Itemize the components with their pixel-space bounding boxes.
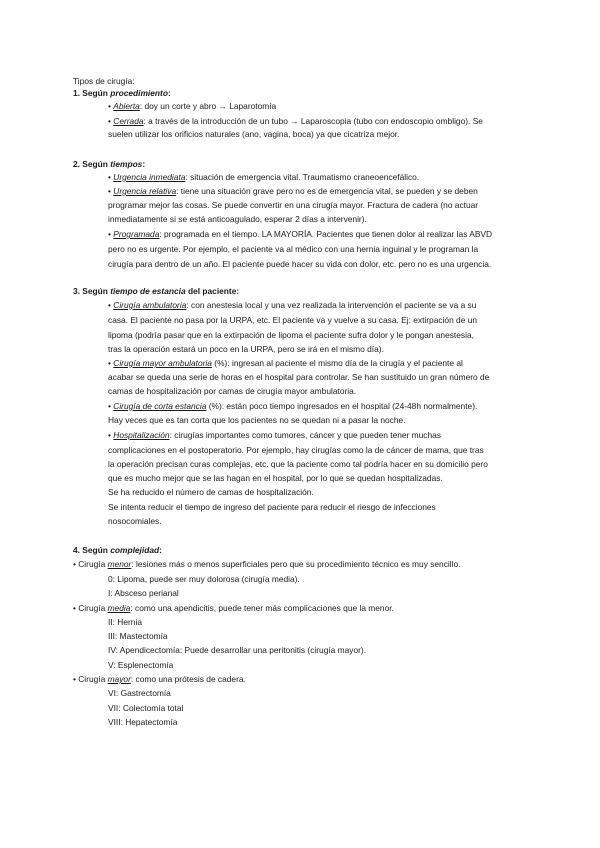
- term-mayor: mayor: [107, 674, 131, 684]
- term-cerrada: Cerrada: [113, 116, 144, 126]
- item-text: : a través de la introducción de un tubo → Laparoscopia (tubo con endoscopio ombligo). Se: [143, 116, 483, 126]
- sublist-item: VI: Gastrectomía: [108, 688, 171, 698]
- item-text-continued: camas de hospitalización por camas de cirugía mayor ambulatoria.: [108, 386, 357, 396]
- sublist-item: I: Absceso perianal: [108, 588, 179, 598]
- bullet: •: [108, 101, 114, 111]
- sublist-item: V: Esplenectomía: [108, 660, 174, 670]
- bullet: •: [108, 401, 114, 411]
- item-text: : como una prótesis de cadera.: [130, 674, 246, 684]
- section-1-colon: :: [167, 88, 171, 98]
- list-item-cirugia-corta-estancia: [108, 401, 477, 412]
- list-item-cirugia-mayor: [73, 674, 246, 685]
- list-item-cirugia-media: [73, 603, 394, 614]
- list-item-cerrada: [108, 116, 483, 127]
- item-text: : tiene una situación grave pero no es de emergencia vital, se pueden y se deben: [176, 186, 478, 196]
- item-text: : están poco tiempo ingresados en el hospital (24-48h normalmente).: [221, 401, 478, 411]
- item-text: : como una apendicitis, puede tener más complicaciones que la menor.: [130, 603, 394, 613]
- bullet: •: [108, 300, 114, 310]
- section-1-number: 1. Según: [73, 88, 111, 98]
- list-item-hospitalizacion: [108, 430, 441, 441]
- item-text-continued: acabar se queda una serie de horas en el hospital para controlar. Se han sustituido un gran número de: [108, 372, 490, 382]
- section-2-number: 2. Según: [73, 159, 111, 169]
- sublist-item: IV: Apendicectomía: Puede desarrollar una peritonitis (cirugía mayor).: [108, 645, 367, 655]
- item-text-continued: cirugía para dentro de un año. El paciente puede hacer su vida con dolor, etc. pero no es una urgencia.: [108, 259, 492, 269]
- bullet-prefix: • Cirugía: [73, 559, 108, 569]
- item-text-continued: tras la operación estará un poco en la URPA, pero se irá en el mismo día).: [108, 344, 384, 354]
- item-text-continued: que es mucho mejor que se las hagan en el hospital, por lo que se quedan hospitalizadas.: [108, 473, 443, 483]
- term-urgencia-inmediata: Urgencia inmediata: [113, 172, 186, 182]
- section-4-colon: :: [159, 545, 162, 555]
- term-media: media: [107, 603, 131, 613]
- item-text-continued: inmediatamente si se está anticoagulado, esperar 2 días a intervenir).: [108, 214, 367, 224]
- term-programada: Programada: [113, 229, 160, 239]
- bullet: •: [108, 358, 114, 368]
- term-hospitalizacion: Hospitalización: [113, 430, 170, 440]
- term-abierta: Abierta: [113, 101, 140, 111]
- list-item-abierta: [108, 101, 276, 112]
- section-4-heading: [73, 545, 162, 556]
- percent-note: (%): [211, 358, 228, 368]
- section-4-term: complejidad: [110, 545, 160, 555]
- bullet-prefix: • Cirugía: [73, 603, 108, 613]
- item-text: : doy un corte y abro → Laparotomía: [139, 101, 277, 111]
- list-item-urgencia-relativa: [108, 186, 478, 197]
- item-text: : con anestesia local y una vez realizada la intervención el paciente se va a su: [186, 300, 477, 310]
- bullet: •: [108, 186, 114, 196]
- item-text-continued: nosocomiales.: [108, 516, 162, 526]
- item-text-continued: Se ha reducido el número de camas de hospitalización.: [108, 487, 314, 497]
- sublist-item: 0: Lipoma, puede ser muy dolorosa (cirugía media).: [108, 574, 300, 584]
- bullet: •: [108, 229, 114, 239]
- term-menor: menor: [107, 559, 132, 569]
- section-3-term: tiempo de estancia: [110, 286, 186, 296]
- section-4-number: 4. Según: [73, 545, 111, 555]
- term-cirugia-ambulatoria: Cirugía ambulatoria: [113, 300, 187, 310]
- item-text: : lesiones más o menos superficiales pero que su procedimiento técnico es muy sencillo.: [131, 559, 461, 569]
- section-3-heading: [73, 286, 239, 297]
- item-text-continued: casa. El paciente no pasa por la URPA, etc. El paciente va y vuelve a su casa. Ej: extirpación de un: [108, 315, 478, 325]
- item-text-continued: pero no es urgente. Por ejemplo, el paciente va al médico con una hernia inguinal y le programan la: [108, 244, 479, 254]
- item-text-continued: Hay veces que es tan corta que los pacientes no se quedan ni a pasar la noche.: [108, 415, 406, 425]
- list-item-urgencia-inmediata: [108, 172, 419, 183]
- item-text: : situación de emergencia vital. Traumatismo craneoencefálico.: [185, 172, 420, 182]
- item-text-continued: la operación precisan curas complejas, etc. que la paciente como tal podría hacer en su domicilio pero: [108, 459, 488, 469]
- section-3-rest: del paciente:: [185, 286, 240, 296]
- sublist-item: II: Hernia: [108, 617, 142, 627]
- bullet: •: [108, 116, 114, 126]
- bullet: •: [108, 172, 114, 182]
- section-1-term: procedimiento: [110, 88, 168, 98]
- sublist-item: III: Mastectomía: [108, 631, 168, 641]
- term-cirugia-corta-estancia: Cirugía de corta estancia: [113, 401, 207, 411]
- list-item-cirugia-mayor-ambulatoria: [108, 358, 463, 369]
- item-text-continued: suelen utilizar los orificios naturales (ano, vagina, boca) ya que cicatriza mejor.: [108, 129, 400, 139]
- item-text-continued: lipoma (podría pasar que en la extirpación de lipoma el paciente sufra dolor y le pongan anestesia,: [108, 330, 474, 340]
- sublist-item: VIII: Hepatectomía: [108, 717, 178, 727]
- item-text: : programada en el tiempo. LA MAYORÍA. Pacientes que tienen dolor al realizar las ABVD: [159, 229, 493, 239]
- sublist-item: VII: Colectomía total: [108, 703, 184, 713]
- section-3-number: 3. Según: [73, 286, 111, 296]
- item-text: : cirugías importantes como tumores, cáncer y que pueden tener muchas: [169, 430, 441, 440]
- bullet-prefix: • Cirugía: [73, 674, 108, 684]
- bullet: •: [108, 430, 114, 440]
- section-1-heading: [73, 88, 171, 99]
- section-2-term: tiempos: [110, 159, 143, 169]
- percent-note: (%): [206, 401, 222, 411]
- list-item-cirugia-menor: [73, 559, 460, 570]
- section-2-heading: [73, 159, 145, 170]
- term-urgencia-relativa: Urgencia relativa: [113, 186, 177, 196]
- item-text-continued: Se intenta reducir el tiempo de ingreso del paciente para reducir el riesgo de infecciones: [108, 502, 436, 512]
- list-item-cirugia-ambulatoria: [108, 300, 476, 311]
- term-cirugia-mayor-ambulatoria: Cirugía mayor ambulatoria: [113, 358, 212, 368]
- item-text-continued: programar mejor las cosas. Se puede convertir en una cirugía mayor. Fractura de cadera (no actuar: [108, 200, 479, 210]
- section-2-colon: :: [142, 159, 146, 169]
- doc-title: Tipos de cirugía:: [73, 76, 135, 86]
- list-item-programada: [108, 229, 492, 240]
- item-text: : ingresan al paciente el mismo día de la cirugía y el paciente al: [227, 358, 463, 368]
- item-text-continued: complicaciones en el postoperatorio. Por ejemplo, hay cirugías como la de cáncer de mama, que tras: [108, 445, 484, 455]
